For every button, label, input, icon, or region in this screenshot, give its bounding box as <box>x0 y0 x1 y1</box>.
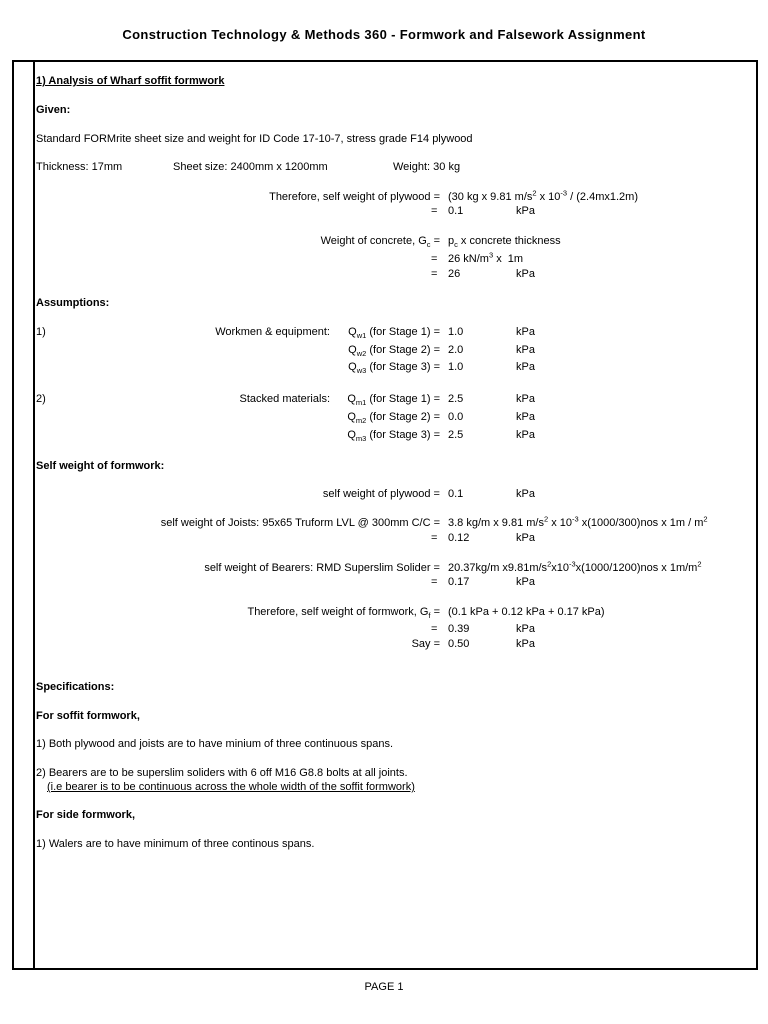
sw-bearers-unit: kPa <box>516 576 535 588</box>
given-sheet-size: Sheet size: 2400mm x 1200mm <box>173 161 328 173</box>
soffit-spec-2: 2) Bearers are to be superslim soliders with 6 off M16 G8.8 bolts at all joints. <box>36 767 408 779</box>
equals-sign: = <box>431 205 438 217</box>
assumption-q: $Q_{w1}$ (for Stage 1) = <box>348 326 440 341</box>
soffit-spec-1: 1) Both plywood and joists are to have minium of three continuous spans. <box>36 738 394 750</box>
plywood-weight-result: 0.1 <box>448 205 464 217</box>
side-spec-1: 1) Walers are to have minimum of three continous spans. <box>36 838 315 850</box>
assumption-label: Workmen & equipment: <box>215 326 330 338</box>
soffit-heading: For soffit formwork, <box>36 710 140 722</box>
assumption-q: $Q_{m1}$ (for Stage 1) = <box>347 393 440 408</box>
sw-say-unit: kPa <box>516 638 535 650</box>
sw-joists-label: self weight of Joists: 95x65 Truform LVL @ 300mm C/C = <box>160 517 440 529</box>
side-heading: For side formwork, <box>36 809 136 821</box>
sw-say-label: Say = <box>411 638 440 650</box>
section-heading: 1) Analysis of Wharf soffit formwork <box>36 75 225 87</box>
given-heading: Given: <box>36 104 71 116</box>
given-weight: Weight: 30 kg <box>393 161 461 173</box>
equals-sign: = <box>431 253 438 265</box>
soffit-spec-2-note: (i.e bearer is to be continuous across the whole width of the soffit formwork) <box>47 781 415 793</box>
margin-rule <box>33 62 35 968</box>
concrete-weight-label: Weight of concrete, $G_c$ = <box>320 235 440 250</box>
plywood-weight-formula: (30 kg x 9.81 $m/s^2$ x $10^{-3} / (2.4mx1.2m)$ <box>448 188 638 203</box>
sw-plywood-unit: kPa <box>516 488 535 500</box>
sw-plywood-value: 0.1 <box>448 488 464 500</box>
assumption-unit: kPa <box>516 429 535 441</box>
equals-sign: = <box>431 576 438 588</box>
given-thickness: Thickness: 17mm <box>36 161 123 173</box>
assumption-q: $Q_{m3}$ (for Stage 3) = <box>347 429 440 444</box>
assumption-value: 1.0 <box>448 361 464 373</box>
concrete-unit: kPa <box>516 268 535 280</box>
equals-sign: = <box>431 532 438 544</box>
assumption-value: 2.5 <box>448 393 464 405</box>
sw-total-label: Therefore, self weight of formwork, $G_f$ = <box>247 606 440 621</box>
equals-sign: = <box>431 623 438 635</box>
sw-bearers-formula: 20.37kg/m $x9.81m/s^2x10^{-3}x(1000/1200)nos$ x $1m/m^2$ <box>448 559 702 574</box>
document-title: Construction Technology & Methods 360 - Formwork and Falsework Assignment <box>122 27 646 42</box>
sw-total-formula: (0.1 kPa + 0.12 kPa + 0.17 kPa) <box>448 606 605 618</box>
assumptions-heading: Assumptions: <box>36 297 110 309</box>
plywood-weight-unit: kPa <box>516 205 535 217</box>
sw-plywood-label: self weight of plywood = <box>322 488 440 500</box>
sw-joists-unit: kPa <box>516 532 535 544</box>
plywood-weight-label: Therefore, self weight of plywood = <box>269 191 440 203</box>
assumption-label: Stacked materials: <box>239 393 330 405</box>
assumption-value: 1.0 <box>448 326 464 338</box>
sw-bearers-label: self weight of Bearers: RMD Superslim Solider = <box>204 562 440 574</box>
assumption-unit: kPa <box>516 326 535 338</box>
page-number: PAGE 1 <box>364 981 404 993</box>
assumption-value: 2.0 <box>448 344 464 356</box>
assumption-unit: kPa <box>516 393 535 405</box>
concrete-result: 26 <box>448 268 461 280</box>
sw-say-value: 0.50 <box>448 638 470 650</box>
assumption-number: 1) <box>36 326 46 338</box>
sw-bearers-value: 0.17 <box>448 576 470 588</box>
assumption-q: $Q_{w2}$ (for Stage 2) = <box>348 344 440 359</box>
assumption-q: $Q_{m2}$ (for Stage 2) = <box>347 411 440 426</box>
assumption-value: 2.5 <box>448 429 464 441</box>
assumption-unit: kPa <box>516 411 535 423</box>
assumption-value: 0.0 <box>448 411 464 423</box>
equals-sign: = <box>431 268 438 280</box>
sw-total-unit: kPa <box>516 623 535 635</box>
concrete-formula: $p_c$ x concrete thickness <box>448 235 561 250</box>
sw-total-value: 0.39 <box>448 623 470 635</box>
assumption-number: 2) <box>36 393 46 405</box>
given-standard: Standard FORMrite sheet size and weight for ID Code 17-10-7, stress grade F14 plywood <box>36 133 473 145</box>
specifications-heading: Specifications: <box>36 681 115 693</box>
sw-joists-value: 0.12 <box>448 532 470 544</box>
assumption-q: $Q_{w3}$ (for Stage 3) = <box>348 361 440 376</box>
concrete-line2: 26 $kN/m^3$ x 1m <box>448 250 524 265</box>
assumption-unit: kPa <box>516 361 535 373</box>
assumption-unit: kPa <box>516 344 535 356</box>
self-weight-heading: Self weight of formwork: <box>36 460 165 472</box>
sw-joists-formula: 3.8 kg/m x 9.81 $m/s^2$ x $10^{-3}$ x(1000/300)nos x $1m / m^2$ <box>448 514 708 529</box>
